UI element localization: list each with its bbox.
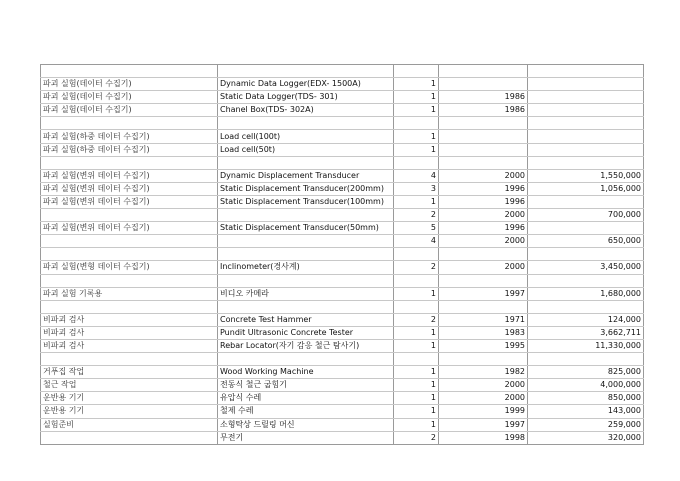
price-cell — [528, 65, 644, 78]
category-cell: 파괴 실험(하중 데이터 수집기) — [41, 130, 218, 143]
category-cell — [41, 274, 218, 287]
price-cell: 3,662,711 — [528, 326, 644, 339]
quantity-cell: 1 — [394, 78, 439, 91]
price-cell — [528, 156, 644, 169]
item-cell: Dynamic Data Logger(EDX- 1500A) — [218, 78, 394, 91]
table-row — [41, 339, 644, 352]
price-cell: 650,000 — [528, 235, 644, 248]
item-cell: Wood Working Machine — [218, 366, 394, 379]
category-cell — [41, 65, 218, 78]
category-cell: 파괴 실험(데이터 수집기) — [41, 78, 218, 91]
year-cell: 2000 — [439, 392, 528, 405]
table-row — [41, 379, 644, 392]
quantity-cell — [394, 274, 439, 287]
table-row — [41, 156, 644, 169]
year-cell: 1986 — [439, 91, 528, 104]
equipment-table — [40, 64, 644, 445]
item-cell: Load cell(100t) — [218, 130, 394, 143]
table-row — [41, 104, 644, 117]
quantity-cell — [394, 353, 439, 366]
item-cell: Concrete Test Hammer — [218, 313, 394, 326]
price-cell: 11,330,000 — [528, 339, 644, 352]
price-cell: 825,000 — [528, 366, 644, 379]
year-cell: 1997 — [439, 418, 528, 431]
category-cell — [41, 156, 218, 169]
price-cell — [528, 117, 644, 130]
quantity-cell — [394, 300, 439, 313]
item-cell: Static Displacement Transducer(200mm) — [218, 182, 394, 195]
year-cell — [439, 78, 528, 91]
year-cell — [439, 300, 528, 313]
year-cell — [439, 156, 528, 169]
quantity-cell — [394, 156, 439, 169]
price-cell: 700,000 — [528, 209, 644, 222]
table-row — [41, 65, 644, 78]
quantity-cell: 1 — [394, 418, 439, 431]
category-cell: 파괴 실험(변위 데이터 수집기) — [41, 182, 218, 195]
table-row — [41, 235, 644, 248]
year-cell — [439, 117, 528, 130]
year-cell — [439, 248, 528, 261]
table-row — [41, 182, 644, 195]
table-row — [41, 431, 644, 444]
quantity-cell: 2 — [394, 261, 439, 274]
table-row — [41, 169, 644, 182]
quantity-cell: 1 — [394, 366, 439, 379]
price-cell: 850,000 — [528, 392, 644, 405]
item-cell — [218, 274, 394, 287]
table-row — [41, 78, 644, 91]
price-cell — [528, 300, 644, 313]
year-cell — [439, 65, 528, 78]
table-row — [41, 366, 644, 379]
quantity-cell: 1 — [394, 339, 439, 352]
year-cell: 1971 — [439, 313, 528, 326]
item-cell: Static Displacement Transducer(50mm) — [218, 222, 394, 235]
year-cell: 1995 — [439, 339, 528, 352]
item-cell: Static Data Logger(TDS- 301) — [218, 91, 394, 104]
year-cell: 2000 — [439, 169, 528, 182]
quantity-cell: 1 — [394, 405, 439, 418]
table-row — [41, 248, 644, 261]
category-cell: 운반용 기기 — [41, 392, 218, 405]
category-cell: 실험준비 — [41, 418, 218, 431]
table-row — [41, 326, 644, 339]
quantity-cell: 4 — [394, 169, 439, 182]
item-cell: 비디오 카메라 — [218, 287, 394, 300]
category-cell: 비파괴 검사 — [41, 339, 218, 352]
quantity-cell: 1 — [394, 287, 439, 300]
item-cell: Dynamic Displacement Transducer — [218, 169, 394, 182]
year-cell: 2000 — [439, 379, 528, 392]
item-cell: 철제 수레 — [218, 405, 394, 418]
item-cell — [218, 117, 394, 130]
item-cell: Rebar Locator(자기 감응 철근 탐사기) — [218, 339, 394, 352]
table-row — [41, 91, 644, 104]
quantity-cell: 1 — [394, 392, 439, 405]
item-cell — [218, 248, 394, 261]
item-cell: 전동식 철근 굽힘기 — [218, 379, 394, 392]
category-cell — [41, 353, 218, 366]
category-cell: 파괴 실험 기록용 — [41, 287, 218, 300]
price-cell: 320,000 — [528, 431, 644, 444]
category-cell — [41, 117, 218, 130]
quantity-cell: 2 — [394, 431, 439, 444]
item-cell — [218, 65, 394, 78]
year-cell: 1982 — [439, 366, 528, 379]
quantity-cell: 3 — [394, 182, 439, 195]
category-cell — [41, 300, 218, 313]
item-cell: 무전기 — [218, 431, 394, 444]
category-cell: 파괴 실험(변위 데이터 수집기) — [41, 222, 218, 235]
category-cell: 철근 작업 — [41, 379, 218, 392]
year-cell: 1996 — [439, 195, 528, 208]
year-cell: 2000 — [439, 235, 528, 248]
quantity-cell — [394, 248, 439, 261]
category-cell — [41, 248, 218, 261]
year-cell: 1998 — [439, 431, 528, 444]
table-row — [41, 209, 644, 222]
price-cell: 143,000 — [528, 405, 644, 418]
item-cell: 소형탁상 드릴링 머신 — [218, 418, 394, 431]
price-cell — [528, 353, 644, 366]
table-row — [41, 313, 644, 326]
year-cell: 2000 — [439, 261, 528, 274]
table-row — [41, 261, 644, 274]
price-cell — [528, 248, 644, 261]
category-cell: 파괴 실험(데이터 수집기) — [41, 91, 218, 104]
price-cell — [528, 195, 644, 208]
table-row — [41, 195, 644, 208]
year-cell: 1986 — [439, 104, 528, 117]
table-row — [41, 405, 644, 418]
quantity-cell: 1 — [394, 130, 439, 143]
category-cell — [41, 431, 218, 444]
price-cell: 1,056,000 — [528, 182, 644, 195]
item-cell: Chanel Box(TDS- 302A) — [218, 104, 394, 117]
table-row — [41, 392, 644, 405]
category-cell: 운반용 기기 — [41, 405, 218, 418]
table-row — [41, 143, 644, 156]
price-cell — [528, 222, 644, 235]
table-row — [41, 130, 644, 143]
quantity-cell — [394, 117, 439, 130]
table-row — [41, 117, 644, 130]
category-cell: 거푸집 작업 — [41, 366, 218, 379]
year-cell: 1999 — [439, 405, 528, 418]
quantity-cell: 4 — [394, 235, 439, 248]
price-cell: 259,000 — [528, 418, 644, 431]
quantity-cell: 5 — [394, 222, 439, 235]
item-cell — [218, 300, 394, 313]
price-cell — [528, 143, 644, 156]
category-cell — [41, 209, 218, 222]
price-cell: 124,000 — [528, 313, 644, 326]
year-cell: 1997 — [439, 287, 528, 300]
item-cell — [218, 209, 394, 222]
year-cell: 2000 — [439, 209, 528, 222]
quantity-cell: 1 — [394, 379, 439, 392]
item-cell: Load cell(50t) — [218, 143, 394, 156]
table-row — [41, 287, 644, 300]
table-row — [41, 274, 644, 287]
category-cell: 파괴 실험(하중 데이터 수집기) — [41, 143, 218, 156]
quantity-cell: 2 — [394, 313, 439, 326]
category-cell: 파괴 실험(변형 데이터 수집기) — [41, 261, 218, 274]
category-cell: 파괴 실험(데이터 수집기) — [41, 104, 218, 117]
quantity-cell: 1 — [394, 195, 439, 208]
quantity-cell: 1 — [394, 91, 439, 104]
table-row — [41, 222, 644, 235]
year-cell: 1996 — [439, 222, 528, 235]
price-cell — [528, 274, 644, 287]
item-cell — [218, 353, 394, 366]
quantity-cell: 2 — [394, 209, 439, 222]
quantity-cell: 1 — [394, 104, 439, 117]
year-cell — [439, 130, 528, 143]
price-cell: 1,680,000 — [528, 287, 644, 300]
item-cell: Static Displacement Transducer(100mm) — [218, 195, 394, 208]
year-cell: 1996 — [439, 182, 528, 195]
price-cell — [528, 104, 644, 117]
price-cell — [528, 130, 644, 143]
price-cell — [528, 91, 644, 104]
price-cell: 4,000,000 — [528, 379, 644, 392]
quantity-cell: 1 — [394, 326, 439, 339]
table-row — [41, 418, 644, 431]
year-cell: 1983 — [439, 326, 528, 339]
item-cell: Pundit Ultrasonic Concrete Tester — [218, 326, 394, 339]
table-row — [41, 353, 644, 366]
item-cell — [218, 156, 394, 169]
year-cell — [439, 143, 528, 156]
category-cell: 비파괴 검사 — [41, 313, 218, 326]
year-cell — [439, 353, 528, 366]
table-row — [41, 300, 644, 313]
price-cell: 1,550,000 — [528, 169, 644, 182]
category-cell: 비파괴 검사 — [41, 326, 218, 339]
price-cell: 3,450,000 — [528, 261, 644, 274]
category-cell: 파괴 실험(변위 데이터 수집기) — [41, 195, 218, 208]
quantity-cell: 1 — [394, 143, 439, 156]
item-cell — [218, 235, 394, 248]
category-cell — [41, 235, 218, 248]
quantity-cell — [394, 65, 439, 78]
price-cell — [528, 78, 644, 91]
item-cell: Inclinometer(경사계) — [218, 261, 394, 274]
category-cell: 파괴 실험(변위 데이터 수집기) — [41, 169, 218, 182]
year-cell — [439, 274, 528, 287]
item-cell: 유압식 수레 — [218, 392, 394, 405]
equipment-rows — [41, 65, 644, 445]
